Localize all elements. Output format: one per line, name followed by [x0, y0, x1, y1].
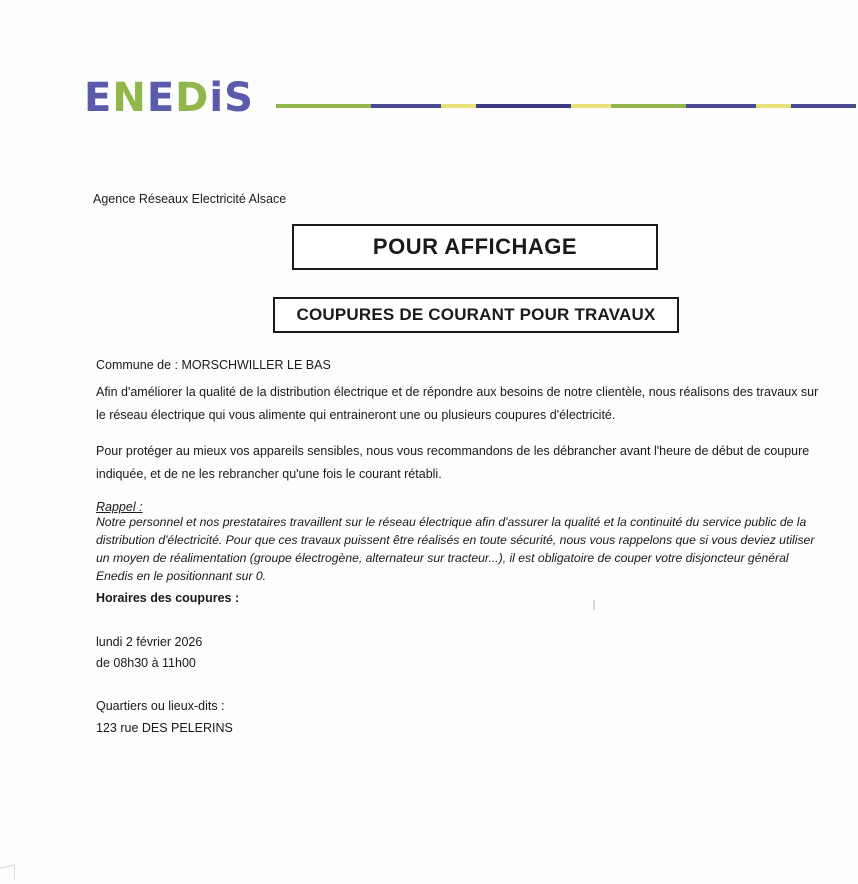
horaires-date: lundi 2 février 2026 [96, 635, 203, 649]
logo-letter: i [209, 75, 225, 121]
header-color-rule [276, 104, 856, 108]
paragraph-travaux: Afin d'améliorer la qualité de la distribution électrique et de répondre aux besoins de notre clientèle, nous réalisons des travaux sur le réseau électrique qui vous alimente qui entraineront une ou plusieurs coupures d'électricité. [96, 385, 819, 423]
rappel-label: Rappel : [96, 500, 143, 514]
enedis-logo [84, 75, 254, 121]
rule-segment [571, 104, 611, 108]
logo-letter: E [146, 75, 176, 121]
paragraph-appareils: Pour protéger au mieux vos appareils sensibles, nous vous recommandons de les débrancher avant l'heure de début de coupure indiquée, et de ne les rebrancher qu'une fois le courant rétabli. [96, 444, 810, 482]
document-header [0, 40, 858, 121]
logo-letter: D [175, 75, 210, 121]
title-box-pour-affichage: POUR AFFICHAGE [292, 224, 658, 270]
rule-segment [611, 104, 686, 108]
agency-line: Agence Réseaux Electricité Alsace [93, 192, 287, 206]
rule-segment [441, 104, 476, 108]
scan-artifact [593, 600, 595, 610]
horaires-time: de 08h30 à 11h00 [96, 656, 196, 670]
quartiers-value: 123 rue DES PELERINS [96, 721, 233, 735]
rappel-text: Notre personnel et nos prestataires travaillent sur le réseau électrique afin d'assurer la qualité et la continuité du service public de la distribution d'électricité. Pour que ces travaux puissent être réalisés en toute sécurité, nous vous rappelons que si vous deviez utiliser un moyen de réalimentation (groupe électrogène, alternateur sur tracteur...), il est obligatoire de couper votre disjoncteur général Enedis en le positionnant sur 0. [96, 515, 815, 584]
title-box-coupures: COUPURES DE COURANT POUR TRAVAUX [273, 297, 679, 333]
rule-segment [276, 104, 371, 108]
logo-letter: E [84, 75, 113, 121]
quartiers-label: Quartiers ou lieux-dits : [96, 699, 225, 713]
horaires-label: Horaires des coupures : [96, 591, 240, 605]
commune-line: Commune de : MORSCHWILLER LE BAS [96, 358, 331, 372]
rule-segment [686, 104, 756, 108]
scan-corner-artifact [0, 864, 15, 882]
rule-segment [756, 104, 791, 108]
logo-letter: N [112, 75, 147, 121]
logo-letter: S [224, 75, 254, 121]
rule-segment [371, 104, 441, 108]
rule-segment [476, 104, 571, 108]
rule-segment [791, 104, 856, 108]
